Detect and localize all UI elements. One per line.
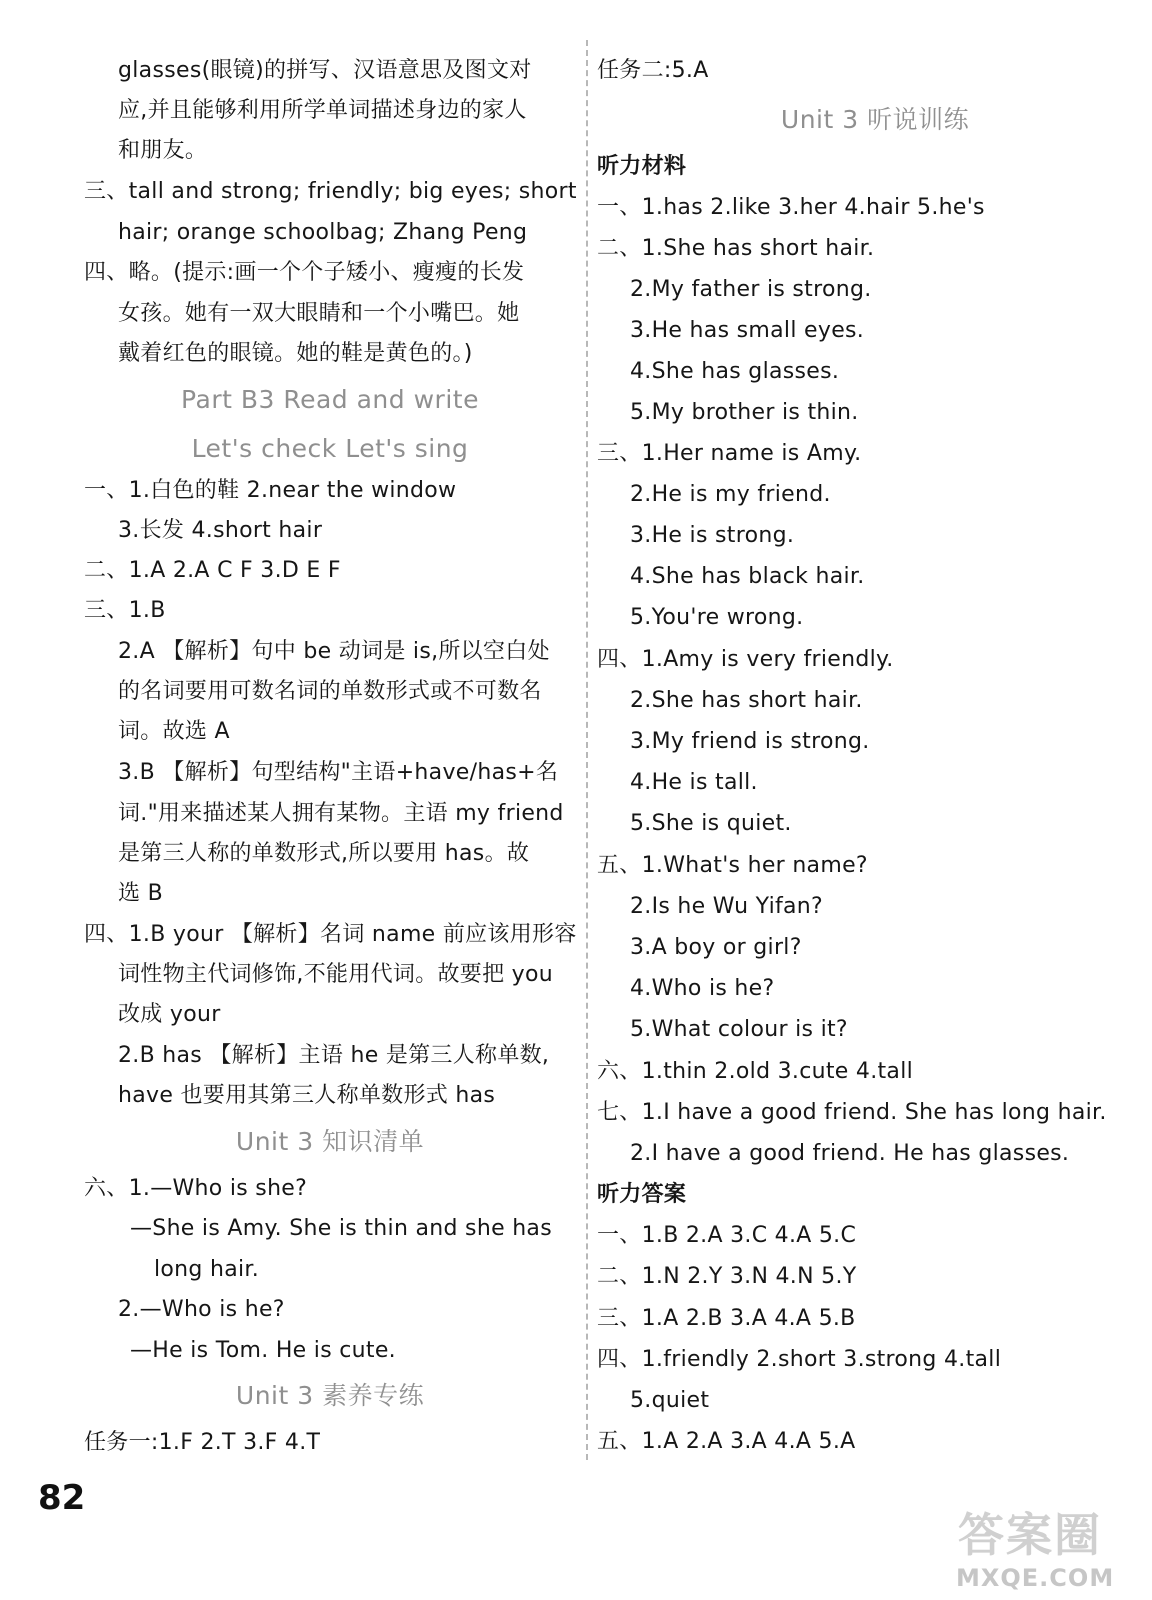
text-line: 四、略。(提示:画一个个子矮小、瘦瘦的长发	[84, 260, 525, 285]
text-line: 三、1.Her name is Amy.	[597, 441, 862, 466]
text-line: 5.You're wrong.	[630, 605, 804, 630]
text-line: 二、1.She has short hair.	[597, 236, 875, 261]
text-line: 3.My friend is strong.	[630, 729, 870, 754]
text-line: 5.She is quiet.	[630, 811, 792, 836]
watermark-url: MXQE.COM	[956, 1564, 1115, 1592]
section-heading: Unit 3 听说训练	[780, 105, 970, 134]
section-heading: Part B3 Read and write	[181, 385, 479, 414]
text-line: 选 B	[118, 881, 163, 906]
text-line: 六、1.—Who is she?	[84, 1176, 308, 1201]
text-line: 四、1.B your 【解析】名词 name 前应该用形容	[84, 922, 577, 947]
text-line: 一、1.has 2.like 3.her 4.hair 5.he's	[597, 195, 985, 220]
text-line: 2.My father is strong.	[630, 277, 872, 302]
text-line: 改成 your	[118, 1002, 221, 1027]
column-divider	[586, 40, 588, 1460]
text-line: have 也要用其第三人称单数形式 has	[118, 1083, 496, 1108]
text-line: 一、1.白色的鞋 2.near the window	[84, 478, 457, 503]
text-line: 一、1.B 2.A 3.C 4.A 5.C	[597, 1223, 857, 1248]
text-line: 是第三人称的单数形式,所以要用 has。故	[118, 841, 530, 866]
listening-material-title: 听力材料	[597, 154, 687, 179]
text-line: 2.She has short hair.	[630, 688, 863, 713]
text-line: 2.Is he Wu Yifan?	[630, 894, 824, 919]
text-line: 四、1.friendly 2.short 3.strong 4.tall	[597, 1347, 1002, 1372]
text-line: 和朋友。	[118, 138, 208, 163]
text-line: 词性物主代词修饰,不能用代词。故要把 you	[118, 962, 554, 987]
text-line: 2.—Who is he?	[118, 1297, 285, 1322]
text-line: —He is Tom. He is cute.	[130, 1338, 396, 1363]
text-line: 4.He is tall.	[630, 770, 758, 795]
text-line: 的名词要用可数名词的单数形式或不可数名	[118, 679, 542, 704]
text-line: 二、1.N 2.Y 3.N 4.N 5.Y	[597, 1264, 857, 1289]
text-line: 4.She has glasses.	[630, 359, 840, 384]
text-line: —She is Amy. She is thin and she has	[130, 1216, 552, 1241]
text-line: 五、1.A 2.A 3.A 4.A 5.A	[597, 1429, 856, 1454]
section-heading: Unit 3 知识清单	[235, 1127, 425, 1156]
text-line: 女孩。她有一双大眼睛和一个小嘴巴。她	[118, 301, 520, 326]
text-line: 应,并且能够利用所学单词描述身边的家人	[118, 98, 527, 123]
text-line: 四、1.Amy is very friendly.	[597, 647, 894, 672]
listening-answers-title: 听力答案	[597, 1182, 687, 1207]
text-line: 5.My brother is thin.	[630, 400, 859, 425]
text-line: 3.He has small eyes.	[630, 318, 865, 343]
text-line: 三、1.A 2.B 3.A 4.A 5.B	[597, 1306, 856, 1331]
text-line: 词."用来描述某人拥有某物。主语 my friend	[118, 801, 564, 826]
text-line: 3.长发 4.short hair	[118, 518, 323, 543]
text-line: 五、1.What's her name?	[597, 853, 868, 878]
text-line: long hair.	[154, 1257, 260, 1282]
text-line: 3.B 【解析】句型结构"主语+have/has+名	[118, 760, 559, 785]
text-line: 二、1.A 2.A C F 3.D E F	[84, 558, 341, 583]
text-line: 三、1.B	[84, 598, 166, 623]
text-line: 戴着红色的眼镜。她的鞋是黄色的。)	[118, 341, 473, 366]
text-line: 4.She has black hair.	[630, 564, 865, 589]
text-line: 任务二:5.A	[597, 58, 709, 83]
text-line: 七、1.I have a good friend. She has long hair.	[597, 1100, 1107, 1125]
text-line: 4.Who is he?	[630, 976, 775, 1001]
text-line: 三、tall and strong; friendly; big eyes; short	[84, 179, 577, 204]
text-line: 2.I have a good friend. He has glasses.	[630, 1141, 1070, 1166]
text-line: 词。故选 A	[118, 719, 230, 744]
text-line: 3.A boy or girl?	[630, 935, 802, 960]
text-line: 5.quiet	[630, 1388, 710, 1413]
text-line: 六、1.thin 2.old 3.cute 4.tall	[597, 1059, 914, 1084]
text-line: 3.He is strong.	[630, 523, 795, 548]
text-line: 2.B has 【解析】主语 he 是第三人称单数,	[118, 1043, 550, 1068]
watermark-text: 答案圈	[958, 1508, 1102, 1562]
text-line: 2.He is my friend.	[630, 482, 831, 507]
section-heading: Let's check Let's sing	[191, 434, 469, 463]
text-line: 2.A 【解析】句中 be 动词是 is,所以空白处	[118, 639, 550, 664]
watermark-logo	[950, 1508, 1140, 1594]
section-heading: Unit 3 素养专练	[235, 1381, 425, 1410]
page-number: 82	[38, 1478, 86, 1518]
text-line: 任务一:1.F 2.T 3.F 4.T	[84, 1430, 321, 1455]
text-line: glasses(眼镜)的拼写、汉语意思及图文对	[118, 58, 532, 83]
text-line: 5.What colour is it?	[630, 1017, 848, 1042]
text-line: hair; orange schoolbag; Zhang Peng	[118, 220, 528, 245]
